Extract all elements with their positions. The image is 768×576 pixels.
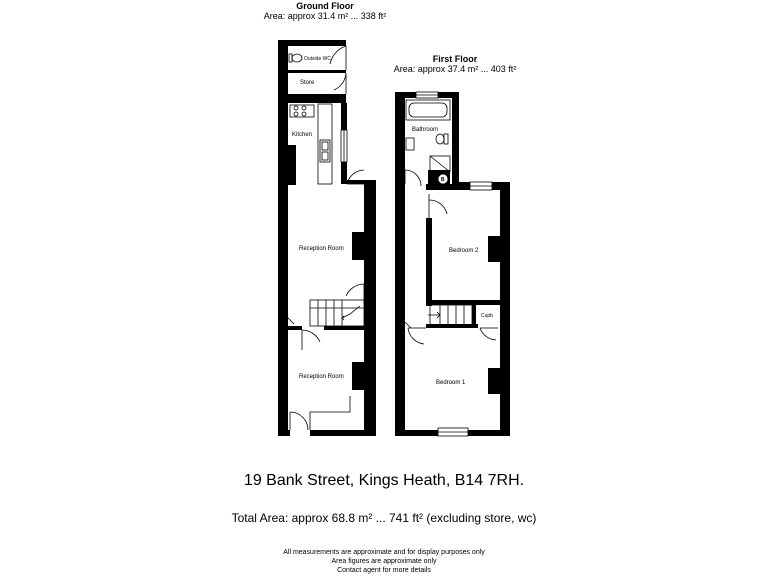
ff-label-bedroom-2: Bedroom 2 [449, 248, 479, 254]
gf-label-kitchen: Kitchen [292, 132, 313, 138]
ground-floor-title: Ground Floor [296, 1, 354, 11]
ff-bed2-door [429, 194, 447, 218]
gf-hob-ring [302, 112, 306, 116]
ff-cupb-left-wall [472, 300, 476, 328]
gf-wc-store-wall [288, 70, 346, 73]
ff-shower-diag [430, 156, 450, 172]
total-area: Total Area: approx 68.8 m² ... 741 ft² (excluding store, wc) [231, 511, 537, 525]
disclaimer-line: All measurements are approximate and for display purposes only [283, 549, 485, 556]
gf-wc-toilet [292, 54, 302, 62]
ff-label-bathroom: Bathroom [412, 127, 439, 133]
ff-label-boiler: B [441, 177, 445, 183]
ff-toilet-cistern [444, 134, 448, 144]
ff-label-cupb: Cupb [481, 313, 493, 319]
gf-left-door [288, 318, 294, 324]
ff-bath-door [405, 170, 421, 186]
ff-chimney-bed1 [488, 368, 500, 394]
property-address: 19 Bank Street, Kings Heath, B14 7RH. [243, 472, 525, 489]
ff-bed2-left-wall [426, 218, 432, 306]
disclaimer-line: Contact agent for more details [337, 567, 431, 574]
first-floor-area: Area: approx 37.4 m² ... 403 ft² [393, 64, 517, 74]
ff-bath-inner [409, 103, 447, 117]
gf-mid-door [302, 330, 320, 350]
gf-bottom-wall-left [278, 430, 290, 436]
gf-wc-door [330, 46, 346, 70]
gf-mid-partition [288, 326, 302, 330]
gf-label-reception-front: Reception Room [299, 374, 344, 380]
ff-basin [406, 138, 414, 150]
gf-kitchen-right-wall-lower [341, 162, 347, 182]
first-floor-title: First Floor [432, 54, 478, 64]
gf-hob-ring [302, 106, 306, 110]
ff-label-bedroom-1: Bedroom 1 [436, 380, 466, 386]
gf-front-door [290, 412, 308, 430]
gf-hob-ring [294, 112, 298, 116]
gf-kitchen-right-wall [341, 103, 347, 130]
gf-store-kitchen-wall [288, 94, 346, 103]
gf-bottom-wall-right [310, 430, 376, 436]
ff-cupb-door [480, 328, 498, 340]
gf-top-wall [278, 40, 346, 46]
ff-bath-right-wall [452, 92, 459, 190]
ground-floor-area: Area: approx 31.4 m² ... 338 ft² [263, 11, 387, 21]
ff-bed2-bottom-wall [426, 300, 502, 305]
gf-wc-cistern [289, 54, 292, 62]
gf-sink-bowl [322, 152, 328, 160]
ff-left-wall [395, 92, 405, 436]
gf-store-door [334, 73, 346, 94]
ff-landing-door [405, 322, 411, 328]
gf-right-wall [364, 180, 376, 436]
gf-chimney-rear [352, 232, 364, 260]
ff-right-wall [500, 182, 510, 436]
gf-kitchen-jut [288, 145, 296, 185]
gf-sink [320, 140, 330, 162]
gf-label-outside-wc: Outside WC [304, 56, 331, 62]
gf-left-wall [278, 40, 288, 436]
gf-front-bay [310, 396, 350, 430]
gf-chimney-front [352, 362, 364, 390]
gf-stair-door [346, 284, 364, 304]
gf-hob-ring [294, 106, 298, 110]
ff-toilet [436, 134, 444, 144]
ff-chimney-bed2 [488, 236, 500, 262]
gf-sink-bowl [322, 142, 328, 150]
disclaimer-notes [0, 548, 768, 575]
gf-label-reception-rear: Reception Room [299, 246, 344, 252]
ff-bed1-door [408, 328, 426, 344]
gf-mid-partition-right [324, 326, 366, 330]
disclaimer-line: Area figures are approximate only [331, 558, 437, 565]
gf-label-store: Store [300, 80, 315, 86]
